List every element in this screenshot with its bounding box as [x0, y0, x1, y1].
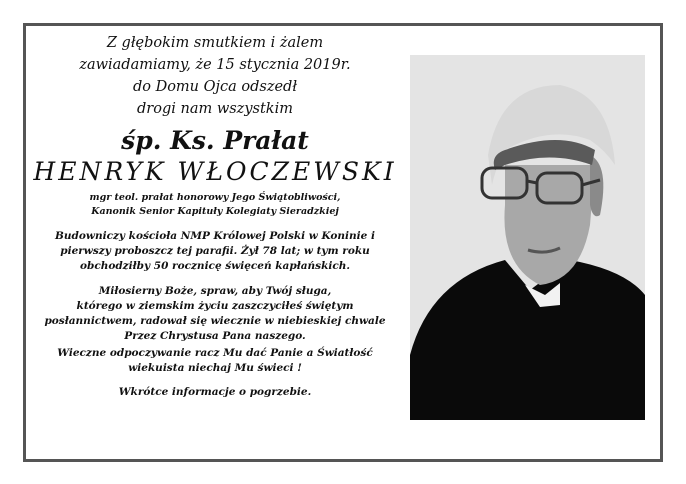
intro-line: zawiadamiamy, że 15 stycznia 2019r.	[79, 57, 351, 73]
titles-line: Kanonik Senior Kapituły Kolegiaty Sieradzkiej	[91, 206, 339, 217]
rest-line: wiekuista niechaj Mu świeci !	[128, 362, 302, 374]
intro-line: Z głębokim smutkiem i żalem	[106, 35, 324, 51]
intro-line: do Domu Ojca odszedł	[132, 79, 298, 95]
titles-line: mgr teol. prałat honorowy Jego Świątobliwości,	[89, 192, 341, 203]
bio-line: obchodziłby 50 rocznicę święceń kapłańskich.	[79, 260, 351, 272]
prayer-line: posłannictwem, radował się wiecznie w niebieskiej chwale	[44, 315, 386, 327]
portrait-photo	[410, 55, 645, 420]
funeral-info: Wkrótce informacje o pogrzebie.	[118, 386, 312, 398]
rest-line: Wieczne odpoczywanie racz Mu dać Panie a Światłość	[57, 347, 373, 359]
prayer-line: Przez Chrystusa Pana naszego.	[124, 330, 306, 342]
bio-line: pierwszy proboszcz tej parafii. Żył 78 lat; w tym roku	[60, 245, 370, 257]
prayer-line: którego w ziemskim życiu zaszczyciłeś świętym	[76, 300, 354, 312]
deceased-name: HENRYK WŁOCZEWSKI	[33, 157, 397, 186]
prayer-line: Miłosierny Boże, spraw, aby Twój sługa,	[98, 285, 332, 297]
intro-line: drogi nam wszystkim	[137, 101, 293, 117]
obituary-text	[30, 32, 400, 400]
bio-line: Budowniczy kościoła NMP Królowej Polski w Koninie i	[55, 230, 375, 242]
deceased-title: śp. Ks. Prałat	[121, 126, 309, 155]
